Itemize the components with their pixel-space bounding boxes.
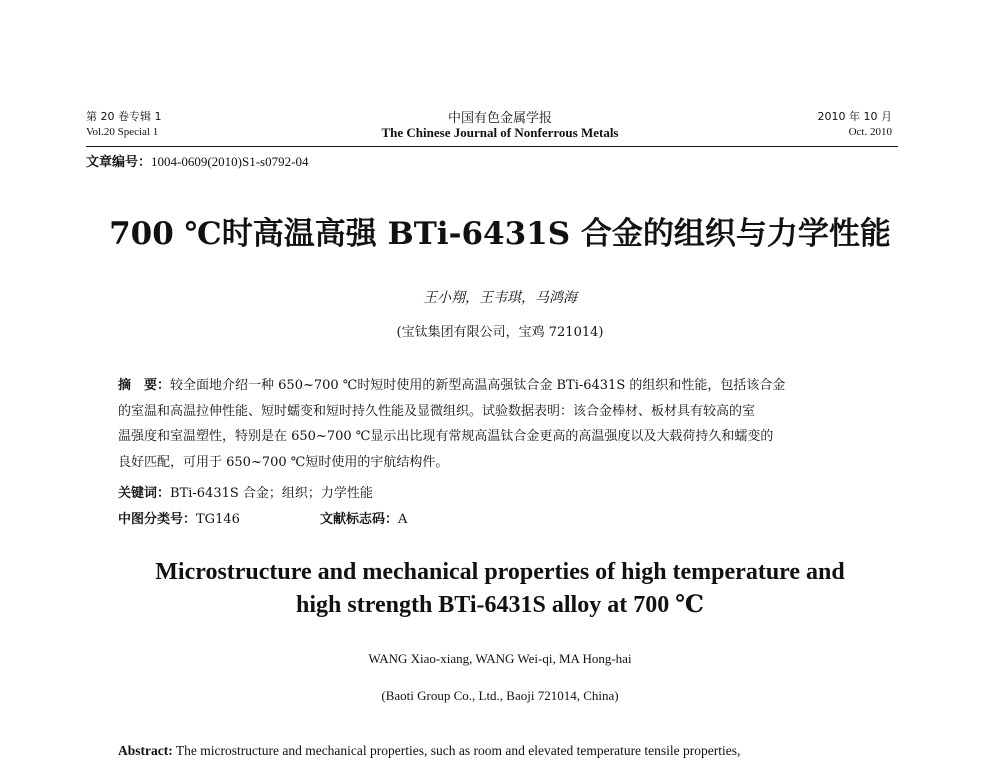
document-code-label: 文献标志码： [320, 512, 399, 527]
keywords-cn [118, 482, 373, 501]
keywords-cn-value: BTi-6431S 合金；组织；力学性能 [170, 486, 373, 501]
volume-cn: 第 20 卷专辑 1 [86, 110, 162, 123]
classification-number [118, 508, 240, 527]
journal-title-cn: 中国有色金属学报 [447, 111, 552, 126]
abstract-cn-label: 摘 要： [118, 378, 171, 393]
document-code-value: A [398, 512, 408, 527]
abstract-cn-line: 较全面地介绍一种 650~700 ℃时短时使用的新型高温高强钛合金 BTi-6431S 的组织和性能，包括该合金 [170, 378, 786, 393]
affiliation-en: (Baoti Group Co., Ltd., Baoji 721014, China) [381, 688, 619, 703]
article-number-value: 1004-0609(2010)S1-s0792-04 [151, 154, 309, 169]
authors-cn: 王小翔，王韦琪，马鸿海 [423, 290, 577, 306]
abstract-cn-line: 温强度和室温塑性，特别是在 650~700 ℃显示出比现有常规高温钛合金更高的高温强度以及大载荷持久和蠕变的 [118, 429, 774, 444]
title-en [0, 556, 1000, 622]
abstract-en-text: The microstructure and mechanical properties, such as room and elevated temperature tensile properties, [175, 743, 741, 758]
header-rule [86, 146, 898, 147]
title-en-line: high strength BTi-6431S alloy at 700 ℃ [296, 592, 704, 618]
date-cn: 2010 年 10 月 [817, 110, 892, 123]
abstract-en-label: Abstract: [118, 743, 173, 758]
title-en-line: Microstructure and mechanical properties of high temperature and [155, 559, 845, 585]
title-cn: 700 ℃时高温高强 BTi-6431S 合金的组织与力学性能 [109, 216, 891, 252]
authors-en: WANG Xiao-xiang, WANG Wei-qi, MA Hong-hai [368, 651, 632, 666]
classification-label: 中图分类号： [118, 512, 197, 527]
article-number [86, 151, 308, 170]
journal-title-en: The Chinese Journal of Nonferrous Metals [381, 125, 619, 140]
abstract-cn-line: 良好匹配，可用于 650~700 ℃短时使用的宇航结构件。 [118, 454, 449, 470]
classification-value: TG146 [196, 512, 240, 527]
affiliation-cn: (宝钛集团有限公司，宝鸡 721014) [396, 325, 604, 340]
abstract-cn [118, 373, 876, 475]
document-code [320, 508, 407, 527]
keywords-cn-label: 关键词： [118, 486, 171, 501]
article-number-label: 文章编号： [86, 155, 152, 170]
abstract-cn-line: 的室温和高温拉伸性能、短时蠕变和短时持久性能及显微组织。试验数据表明：该合金棒材、板材具有较高的室 [118, 403, 756, 419]
abstract-en [118, 743, 740, 759]
date-en: Oct. 2010 [848, 126, 892, 138]
volume-en: Vol.20 Special 1 [86, 126, 159, 138]
